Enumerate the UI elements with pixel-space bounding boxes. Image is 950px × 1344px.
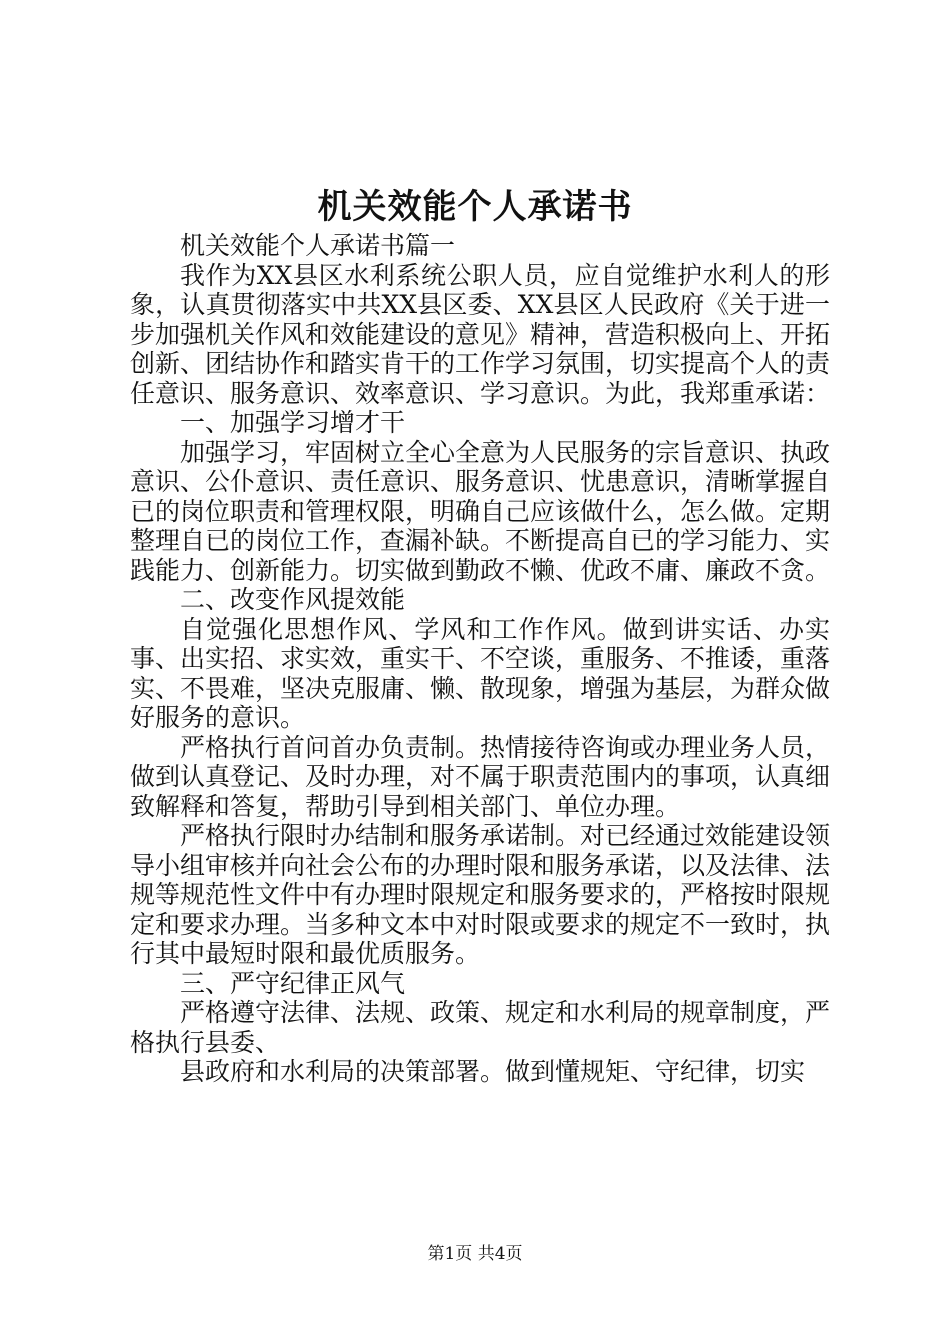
paragraph-section-2c: 严格执行限时办结制和服务承诺制。对已经通过效能建设领导小组审核并向社会公布的办理时限和服务承诺，以及法律、法规等规范性文件中有办理时限规定和服务要求的，严格按时限规定和要求办理。当多种文本中对时限或要求的规定不一致时，执行其中最短时限和最优质服务。 [130,821,831,968]
section-heading-2: 二、改变作风提效能 [180,585,406,614]
paragraph-section-2b: 严格执行首问首办负责制。热情接待咨询或办理业务人员，做到认真登记、及时办理，对不属于职责范围内的事项，认真细致解释和答复，帮助引导到相关部门、单位办理。 [130,732,831,821]
document-title: 机关效能个人承诺书 [317,187,633,227]
section-heading-1: 一、加强学习增才干 [180,408,406,437]
paragraph-section-1: 加强学习，牢固树立全心全意为人民服务的宗旨意识、执政意识、公仆意识、责任意识、服务意识、忧患意识，清晰掌握自已的岗位职责和管理权限，明确自己应该做什么，怎么做。定期整理自已的岗位工作，查漏补缺。不断提高自已的学习能力、实践能力、创新能力。切实做到勤政不懒、优政不庸、廉政不贪。 [130,437,831,585]
paragraph-section-3b: 县政府和水利局的决策部署。做到懂规矩、守纪律，切实 [180,1057,806,1086]
paragraph-intro: 我作为XX县区水利系统公职人员，应自觉维护水利人的形象，认真贯彻落实中共XX县区委、XX县区人民政府《关于进一步加强机关作风和效能建设的意见》精神，营造积极向上、开拓创新、团结协作和踏实肯干的工作学习氛围，切实提高个人的责任意识、服务意识、效率意识、学习意识。为此，我郑重承诺： [130,260,831,408]
paragraph-section-3a: 严格遵守法律、法规、政策、规定和水利局的规章制度，严格执行县委、 [130,998,831,1057]
page-footer: 第1页 共4页 [427,1244,523,1264]
document-body [130,231,830,1087]
section-heading-3: 三、严守纪律正风气 [180,968,406,998]
paragraph-section-2a: 自觉强化思想作风、学风和工作作风。做到讲实话、办实事、出实招、求实效，重实干、不空谈，重服务、不推诿，重落实、不畏难，坚决克服庸、懒、散现象，增强为基层，为群众做好服务的意识。 [130,614,831,732]
paragraph-subtitle: 机关效能个人承诺书篇一 [180,231,456,260]
